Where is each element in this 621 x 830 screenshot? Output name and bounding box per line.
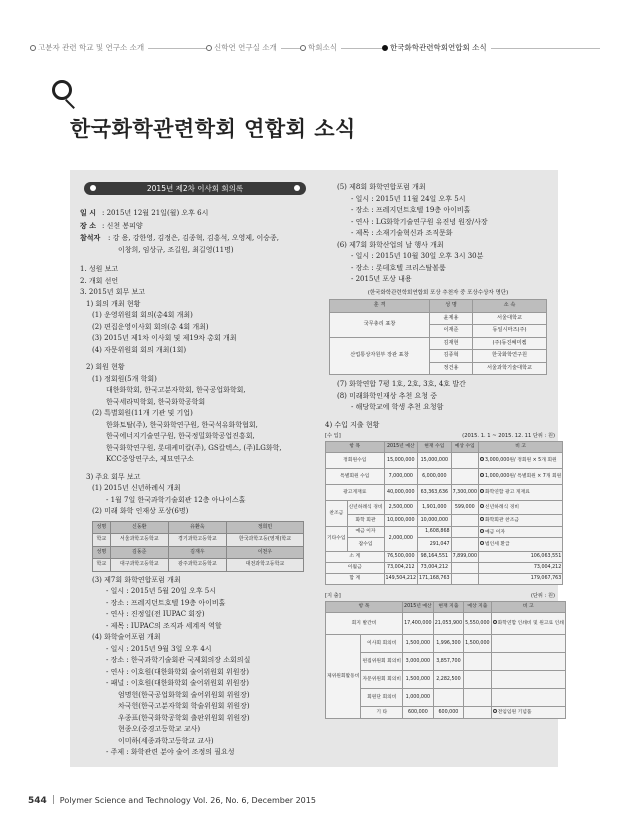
report-line: - 제목 : 소재기술혁신과 조직문화: [351, 229, 453, 237]
report-line: 한국에너지기술연구원, 한국정밀화학공업진흥회,: [106, 432, 255, 440]
panel-member: 엄명헌(한국공업화학회 술어위원회 위원장): [118, 690, 250, 699]
expense-unit: (단위 : 원): [530, 593, 555, 599]
table-row: 찬조금 신년하례식 경비 2,500,000 1,901,000 599,000 신년하례식 경비: [326, 501, 563, 515]
subtotal-row: 소 계 76,500,000 98,164,551 7,899,000 106,063,551: [326, 552, 563, 563]
panel-member: 차국헌(한국고분자학회 학술위원회 위원장): [118, 702, 250, 710]
agenda-item: 1. 성원 보고: [80, 265, 119, 273]
ring-icon: [30, 45, 36, 51]
table-row: 자문위원회 회의비 1,500,000 2,282,500: [326, 671, 566, 689]
report-line: - 일시 : 2015년 5월 20일 오후 5시: [106, 587, 217, 595]
report-item: (2) 특별회원(11개 기관 및 기업): [92, 409, 193, 417]
report-item: (3) 제7회 화학연합포럼 개최: [92, 575, 181, 584]
circle-bullet-icon: [493, 709, 497, 713]
agenda-item: 3. 2015년 회무 보고: [80, 288, 145, 296]
table-row: 회원단 회의비 1,000,000: [326, 689, 566, 707]
report-item: (2) 편집운영이사회 회의(총 4회 개최): [92, 322, 209, 331]
report-line: - 2015년 포상 내용: [351, 275, 412, 283]
section-nav: [30, 40, 600, 56]
report-line: - 연사 : LG화학기술연구원 유진녕 원장/사장: [351, 217, 488, 226]
table-row: 편집위원회 회의비 3,000,000 3,857,700: [326, 653, 566, 671]
circle-bullet-icon: [480, 517, 484, 521]
income-label: [수 입]: [325, 433, 341, 439]
report-line: 대한화학회, 한국고분자학회, 한국공업화학회,: [106, 386, 246, 394]
report-line: - 패널 : 이호원(대한화학회 술어위원회 위원장): [106, 679, 250, 687]
report-line: 한국화학연구원, 롯데케미칼(주), GS칼텍스, (주)LG화학,: [106, 443, 282, 452]
report-item: (1) 정회원(5개 학회): [92, 374, 157, 383]
circle-bullet-icon: [493, 620, 497, 624]
table-row: 기 타 600,000 600,000 전임임원 기념품: [326, 707, 566, 719]
table-row: 기타수입 예금 이자 2,000,000 1,608,868 예금 이자: [326, 527, 563, 538]
place-label: 장 소: [80, 220, 96, 230]
title-ring-icon: [52, 80, 72, 100]
report-heading: 4) 수입 지출 현황: [325, 420, 380, 429]
page-footer: [28, 795, 316, 806]
report-item: (8) 미래화학인재상 추천 요청 중: [337, 391, 437, 400]
table-caption: (한국화학관련학회연합회 포상 추천자 중 포상수상자 명단): [367, 289, 509, 296]
nav-item-society-news[interactable]: 학회소식: [300, 42, 341, 53]
journal-info: Polymer Science and Technology Vol. 26, No. 6, December 2015: [59, 796, 316, 805]
meeting-info: [80, 207, 310, 256]
income-table: 항 목 2015년 예산 현재 수입 예상 수입 비 고 정회원수입 15,000,000 15,000,000 3,000,000원/ 정회원 × 5개 회원 특별회원 수입 7,000,000 6,000,000 1,000,000원/ 특별회원 × 7개 회원 광고게재료 40,000,000 63,363,636 7,300,000 화학연합 광고 게재료 찬조금 신년하례식 경비 2,500,000 1,901,000 599,000 신년하례식 경비 화학 회관 10,000,000 10,000,000 화학회관 찬조금 기타수입 예금 이자 2,000,000 1,608,868 예금 이자 잡수입 291,047 법인세 환급 소 계 76,500,000 98,164,551 7,899,000 106,063,551 이월금 73,004,212 73,004,212 73,004,212 합 계 149,504,212 171,168,763 179,067,763: [325, 441, 563, 585]
table-row: 정건용 서울과학기술대학교: [330, 362, 547, 375]
report-line: - 연사 : 이호원(대한화학회 술어위원회 위원장): [106, 667, 250, 676]
report-line: KCC중앙연구소, 제묘연구소: [106, 455, 194, 463]
report-line: - 제목 : IUPAC의 조직과 세계적 역할: [106, 621, 222, 630]
report-item: (5) 제8회 화학연합포럼 개최: [337, 183, 426, 191]
attendees-label: 참석자: [80, 233, 101, 242]
nav-item-new-lab[interactable]: 신학연 연구실 소개: [206, 42, 281, 53]
report-line: 한화토탈(주), 한국화학연구원, 한국석유화학협회,: [106, 420, 258, 429]
report-line: - 장소 : 한국과학기술회관 국제회의장 소회의실: [106, 656, 251, 664]
income-header: [325, 431, 555, 441]
group-label: 제위원회활동비: [326, 635, 361, 719]
table-row: 산업통상자원부 장관 표창 김재현 (주)동진쎄미켐: [330, 337, 547, 350]
report-line: 한국세라믹학회, 한국화학공학회: [106, 397, 206, 406]
ring-icon: [300, 45, 306, 51]
recipients-table: (한국화학관련학회연합회 포상 추천자 중 포상수상자 명단) 훈 격 성 명 소 속 국무총리 표창 윤제용 서울대학교 이재준 동일시마즈(주) 산업통상자원부 장관 표창 김재현 (주)동진쎄미켐 김종혁 한국화학연구원 정건용 서울과학기술대학교: [329, 288, 547, 376]
panel-member: 이미하(세종과학고등학교 교사): [118, 736, 214, 745]
circle-bullet-icon: [480, 504, 484, 508]
section-banner: 2015년 제2차 이사회 회의록: [84, 182, 306, 195]
table-row: 회지 발간비 17,400,000 21,053,900 5,550,000 화학연합 인쇄비 및 원고료 인쇄: [326, 613, 566, 635]
title-ring-tail: [65, 99, 75, 109]
total-row: 합 계 149,504,212 171,168,763 179,067,763: [326, 574, 563, 585]
dot-icon: [90, 185, 96, 191]
right-column: [325, 182, 564, 719]
report-continued: [80, 575, 310, 759]
table-row: 정회원수입 15,000,000 15,000,000 3,000,000원/ 정회원 × 5개 회원: [326, 453, 563, 469]
table-row: 제위원회활동비 이사회 회의비 1,500,000 1,996,300 1,500,000: [326, 635, 566, 653]
left-column: [80, 182, 310, 759]
report-item: (7) 화학연합 7평 1호, 2호, 3호, 4호 발간: [337, 380, 466, 388]
report-line: - 장소 : 프레지던트호텔 19층 아이비홀: [351, 206, 471, 214]
ring-icon: [206, 45, 212, 51]
report-line: - 해당학교에 학생 추천 요청함: [351, 403, 444, 411]
agenda: [80, 264, 310, 518]
ring-icon: [382, 45, 388, 51]
attendees-line: 이창희, 임상규, 조길원, 최길영(11명): [118, 245, 234, 254]
report-heading: 2) 회원 현황: [86, 363, 125, 371]
report-line: - 일시 : 2015년 9월 3일 오후 4시: [106, 644, 212, 653]
panel-member: 우종표(한국화학공학회 출판위원회 위원장): [118, 713, 250, 722]
report-line: - 주제 : 화학관련 분야 술어 조정의 필요성: [106, 748, 235, 756]
table-row: 김종혁 한국화학연구원: [330, 350, 547, 363]
report-item: (3) 2015년 제1차 이사회 및 제19차 총회 개최: [92, 334, 237, 342]
agenda-item: 2. 개회 선언: [80, 276, 119, 285]
table-row: 이재준 동일시마즈(주): [330, 325, 547, 338]
group-label: 찬조금: [326, 501, 348, 527]
report-item: (4) 화학술어포럼 개최: [92, 633, 161, 641]
date-label: 일 시: [80, 208, 96, 217]
expense-table: 항 목 2015년 예산 현재 지출 예상 지출 비 고 회지 발간비 17,400,000 21,053,900 5,550,000 화학연합 인쇄비 및 원고료 인쇄 제위원회활동비 이사회 회의비 1,500,000 1,996,300 1,500,000 편집위원회 회의비 3,000,000 3,857,700 자문위원회 회의비 1,500,000 2,282,500 회원단 회의비 1,000,000 기 타 600,000 600,000 전임임원 기념품: [325, 601, 566, 719]
table-row: 잡수입 291,047 법인세 환급: [326, 538, 563, 552]
report-item: (2) 미래 화학 인재상 포상(6명): [92, 507, 189, 515]
income-period: (2015. 1. 1 ~ 2015. 12. 11 단위 : 원): [462, 433, 555, 439]
table-row: 광고게재료 40,000,000 63,363,636 7,300,000 화학연합 광고 게재료: [326, 485, 563, 501]
table-row: 국무총리 표창 윤제용 서울대학교: [330, 312, 547, 325]
nav-item-research-intro[interactable]: 고분자 관련 학교 및 연구소 소개: [30, 42, 148, 53]
report-line: - 장소 : 프레지던트호텔 19층 아이비홀: [106, 598, 226, 607]
circle-bullet-icon: [480, 457, 484, 461]
carryover-row: 이월금 73,004,212 73,004,212 73,004,212: [326, 563, 563, 574]
page-title: 한국화학관련학회 연합회 소식: [70, 116, 356, 141]
panel-member: 현종오(중경고등학교 교사): [118, 725, 201, 733]
page-number: 544: [28, 796, 47, 806]
footer-divider: [53, 795, 54, 804]
report-heading: 1) 회의 개최 현황: [86, 299, 141, 308]
table-row: 특별회원 수입 7,000,000 6,000,000 1,000,000원/ 특별회원 × 7개 회원: [326, 469, 563, 485]
report-line: - 일시 : 2015년 10월 30일 오후 3시 30분: [351, 252, 484, 260]
award-table: 성명 신동환 유환욱 정희민 학교 서울과학고등학교 경기과학고등학교 한국과학고등(영재)학교 성명 김동준 김재우 이천우 학교 대구과학고등학교 광주과학고등학교 대전과학고등학교: [92, 521, 304, 572]
attendees-line: : 강 용, 강한영, 김정은, 김종혁, 김흥석, 오영제, 이승종,: [108, 234, 279, 242]
group-label: 기타수입: [326, 527, 348, 552]
report-item: (1) 운영위원회 회의(총4회 개최): [92, 311, 193, 319]
table-row: 화학 회관 10,000,000 10,000,000 화학회관 찬조금: [326, 515, 563, 527]
report-heading: 3) 주요 회무 보고: [86, 472, 141, 481]
report-item: (1) 2015년 신년하례식 개최: [92, 484, 181, 492]
report-line: - 일시 : 2015년 11월 24일 오후 5시: [351, 194, 466, 203]
dot-icon: [294, 185, 300, 191]
report-item: (4) 자문위원회 회의 개최(1회): [92, 345, 187, 354]
circle-bullet-icon: [480, 529, 484, 533]
report-line: - 연사 : 진정일(전 IUPAC 회장): [106, 610, 205, 618]
circle-bullet-icon: [480, 541, 484, 545]
date-value: : 2015년 12월 21일(월) 오후 6시: [102, 209, 209, 217]
nav-item-federation-news[interactable]: 한국화학관련학회연합회 소식: [382, 42, 491, 53]
expense-header: [325, 591, 555, 601]
report-item: (6) 제7회 화학산업의 날 행사 개최: [337, 240, 444, 249]
place-value: : 신천 봉피양: [102, 221, 143, 230]
report-line: - 1월 7일 한국과학기술회관 12층 아나이스홀: [106, 495, 246, 504]
report-line: - 장소 : 롯데호텔 크리스탈볼룸: [351, 263, 446, 272]
circle-bullet-icon: [480, 473, 484, 477]
expense-label: [지 출]: [325, 593, 341, 599]
circle-bullet-icon: [480, 489, 484, 493]
